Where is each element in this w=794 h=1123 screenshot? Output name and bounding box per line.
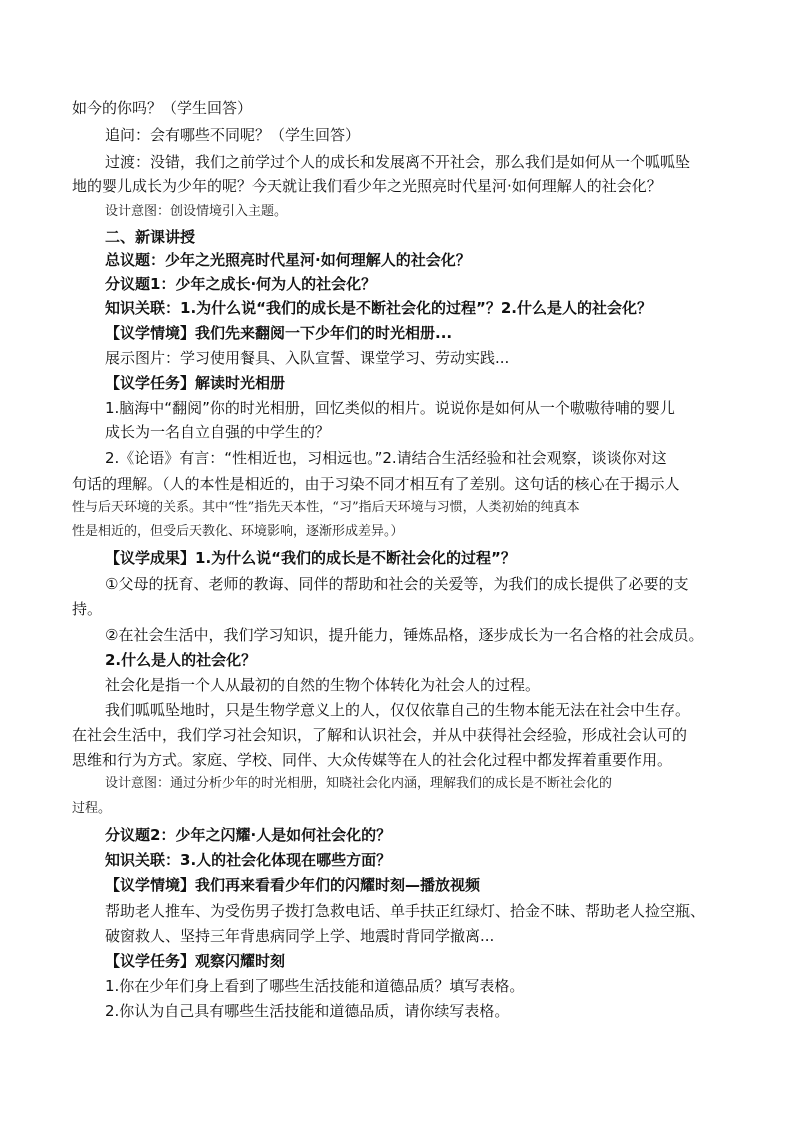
text-line: 思维和行为方式。家庭、学校、同伴、大众传媒等在人的社会化过程中都发挥着重要作用。 — [72, 751, 673, 769]
text-line: 如今的你吗？（学生回答） — [72, 99, 253, 117]
subtopic-heading: 分议题1：少年之成长·何为人的社会化？ — [105, 275, 377, 293]
text-line: 地的婴儿成长为少年的呢？今天就让我们看少年之光照亮时代星河·如何理解人的社会化？ — [72, 177, 662, 195]
text-line: 句话的理解。（人的本性是相近的，由于习染不同才相互有了差别。这句话的核心在于揭示人 — [72, 475, 680, 493]
text-line: 过渡：没错，我们之前学过个人的成长和发展离不开社会，那么我们是如何从一个呱呱坠 — [105, 153, 691, 171]
text-line: ①父母的抚育、老师的教诲、同伴的帮助和社会的关爱等，为我们的成长提供了必要的支 — [105, 575, 689, 593]
section-heading: 二、新课讲授 — [105, 228, 196, 246]
knowledge-link: 知识关联：1.为什么说“我们的成长是不断社会化的过程”？2.什么是人的社会化？ — [105, 299, 652, 317]
subtopic-heading: 分议题2：少年之闪耀·人是如何社会化的？ — [105, 826, 392, 844]
text-line: 2.《论语》有言：“性相近也，习相远也。”2.请结合生活经验和社会观察，谈谈你对这 — [105, 449, 667, 467]
text-line: 在社会生活中，我们学习社会知识，了解和认识社会，并从中获得社会经验，形成社会认可的 — [72, 726, 688, 744]
text-line: 追问：会有哪些不同呢？（学生回答） — [105, 126, 361, 144]
text-line: 持。 — [72, 600, 103, 618]
design-intent-note: 设计意图：创设情境引入主题。 — [105, 204, 288, 219]
result-heading: 【议学成果】1.为什么说“我们的成长是不断社会化的过程”？ — [105, 549, 516, 567]
text-line: 破窗救人、坚持三年背患病同学上学、地震时背同学撤离... — [105, 927, 495, 945]
text-line: 成长为一名自立自强的中学生的？ — [105, 423, 331, 441]
text-line: 展示图片：学习使用餐具、入队宣誓、课堂学习、劳动实践... — [105, 349, 510, 367]
task-heading: 【议学任务】观察闪耀时刻 — [105, 952, 286, 970]
knowledge-link: 知识关联：3.人的社会化体现在哪些方面？ — [105, 851, 392, 869]
text-line: 2.你认为自己具有哪些生活技能和道德品质，请你续写表格。 — [105, 1002, 510, 1020]
text-line: 1.你在少年们身上看到了哪些生活技能和道德品质？填写表格。 — [105, 977, 525, 995]
result-subheading: 2.什么是人的社会化？ — [105, 651, 257, 669]
text-line: 1.脑海中“翻阅”你的时光相册，回忆类似的相片。说说你是如何从一个嗷嗷待哺的婴儿 — [105, 399, 675, 417]
scenario-heading: 【议学情境】我们再来看看少年们的闪耀时刻—播放视频 — [105, 876, 481, 894]
text-line: 我们呱呱坠地时，只是生物学意义上的人，仅仅依靠自己的生物本能无法在社会中生存。 — [105, 701, 691, 719]
task-heading: 【议学任务】解读时光相册 — [105, 374, 286, 392]
text-line: 帮助老人推车、为受伤男子拨打急救电话、单手扶正红绿灯、拾金不昧、帮助老人捡空瓶、 — [105, 902, 706, 920]
note-line: 过程。 — [72, 801, 112, 816]
text-line: ②在社会生活中，我们学习知识，提升能力，锤炼品格，逐步成长为一名合格的社会成员。 — [105, 626, 704, 644]
scenario-heading: 【议学情境】我们先来翻阅一下少年们的时光相册... — [105, 324, 453, 342]
main-topic: 总议题：少年之光照亮时代星河·如何理解人的社会化？ — [105, 251, 471, 269]
note-line: 性是相近的，但受后天教化、环境影响，逐渐形成差异。） — [72, 524, 404, 539]
note-line: 性与后天环境的关系。其中“性”指先天本性，“习”指后天环境与习惯，人类初始的纯真本 — [72, 500, 580, 515]
design-intent-note: 设计意图：通过分析少年的时光相册，知晓社会化内涵，理解我们的成长是不断社会化的 — [105, 776, 613, 791]
text-line: 社会化是指一个人从最初的自然的生物个体转化为社会人的过程。 — [105, 676, 541, 694]
